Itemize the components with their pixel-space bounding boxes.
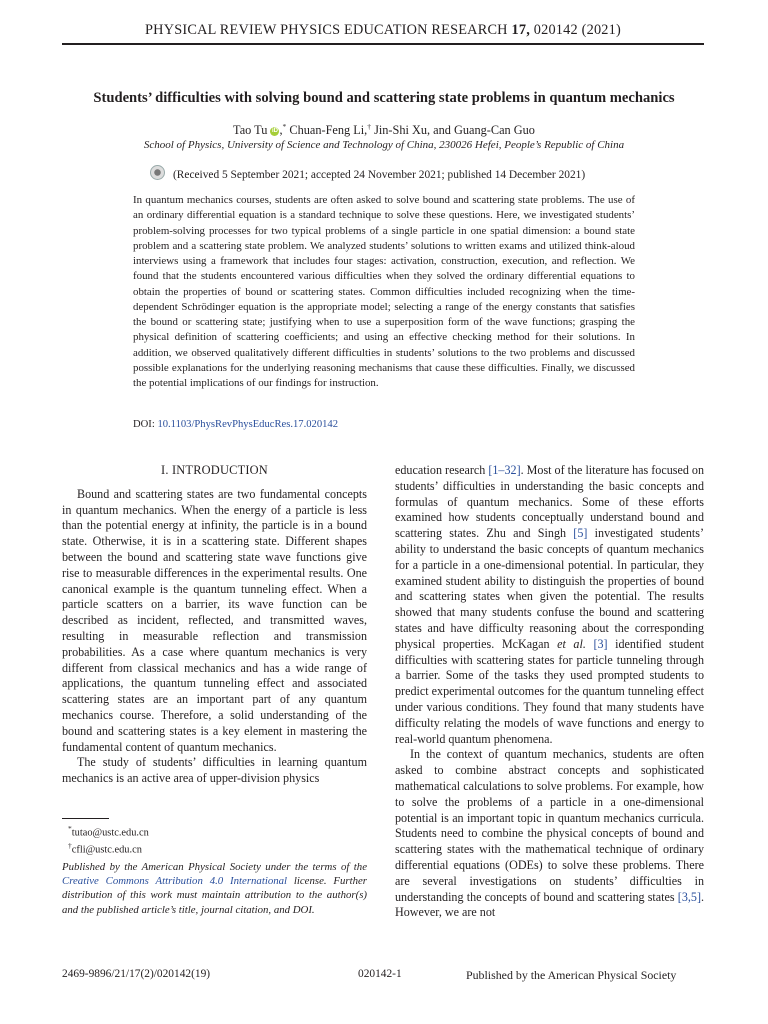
text-run: identified student difficulties with scattering states for particle tunneling through a barrier. Some of the tasks they used prompted students to predict experimental outcomes for the quantum tunneling effect under various conditions. They found that many students have difficulty relating the models of wave functions and energy to real-world quantum phenomena. — [395, 636, 704, 746]
received-dates — [150, 165, 650, 181]
text-run: investigated students’ ability to understand the basic concepts of quantum mechanics for a particle in a one-dimensional potential. In particular, they examined student ability to distinguish the properties of bound and scattering states when given the potential. The results showed that many students confuse the bound and scattering states and have difficulty reasoning about the corresponding physical properties. McKagan — [395, 526, 705, 651]
text-run: . Most of the literature has focused on students’ difficulties in understanding the basic concepts and formulas of quantum mechanics. Some of these efforts examined how students conceptually understand bound and scattering states. Zhu and Singh — [395, 463, 704, 541]
text-run: Published by the American Physical Society under the terms of the — [62, 861, 367, 873]
text-run: In the context of quantum mechanics, students are often asked to combine abstract concepts and sophisticated mathematical calculations to solve problems. For example, how to solve the problems of a particle in a one-dimensional potential is an important topic in quantum mechanics curricula. Students need to combine the physical concepts of bound and scattering states with the mathematical technique of ordinary differential equations (ODEs) to solve these problems. There are several investigations on students’ difficulties in understanding the concepts of bound and scattering states — [395, 747, 704, 904]
license-notice — [62, 860, 367, 917]
text-run: . However, we are not — [395, 889, 704, 920]
publisher-line: Published by the American Physical Society — [466, 968, 677, 982]
footnote-mark-2[interactable]: † — [367, 122, 371, 131]
journal-volume: 17, — [511, 22, 530, 38]
check-for-updates-icon[interactable] — [150, 165, 165, 180]
doi-link[interactable]: 10.1103/PhysRevPhysEducRes.17.020142 — [157, 419, 339, 430]
intro-paragraph-4 — [395, 747, 704, 921]
citation-link[interactable]: [5] — [573, 526, 588, 541]
article-number: 020142 (2021) — [533, 22, 621, 38]
section-heading: I. INTRODUCTION — [161, 463, 268, 477]
left-column — [62, 463, 367, 787]
intro-paragraph-1: Bound and scattering states are two fundamental concepts in quantum mechanics. When the energy of a particle is less than the potential energy at infinity, the particle is in a bound state. Otherwise, it is in a scattering state. Different shapes between the bound and scattering state wave functions give rise to measurable differences in the experimental results. One canonical example is the quantum tunneling effect. When a particle scatters on a barrier, its wave function can be described as incident, reflected, and transmitted waves, resulting in measurable reflection and transmission probabilities. As a case where quantum mechanics is very different from classical mechanics and has a wide range of applications, the quantum tunneling effect and associated scattering states are an important part of any quantum mechanics course. Therefore, a solid understanding of the bound and scattering states is a key element in mastering the fundamental content of quantum mechanics. — [62, 486, 367, 754]
author-list: Tao Tu iD ,* Chuan-Feng Li,† Jin-Shi Xu, and Guang-Can Guo — [233, 122, 535, 138]
citation-link[interactable]: [3] — [593, 636, 608, 651]
footnote-2 — [62, 839, 149, 856]
email-cfli[interactable]: cfli@ustc.edu.cn — [71, 844, 142, 856]
intro-paragraph-2: The study of students’ difficulties in learning quantum mechanics is an active area of upper-division physics — [62, 755, 367, 786]
author-chuan-feng-li[interactable]: Chuan-Feng Li, — [289, 123, 368, 138]
header-rule — [62, 43, 704, 45]
issn-code: 2469-9896/21/17(2)/020142(19) — [62, 968, 211, 980]
affiliation: School of Physics, University of Science and Technology of China, 230026 Hefei, People’s Republic of China — [143, 139, 625, 151]
paper-title: Students’ difficulties with solving bound and scattering state problems in quantum mechanics — [93, 90, 675, 106]
text-run: license. Further distribution of this work must maintain attribution to the author(s) and the published article’s title, journal citation, and DOI. — [62, 875, 368, 916]
footnote-symbol: † — [68, 841, 72, 851]
footnote-1 — [62, 822, 149, 839]
page-number: 020142-1 — [358, 968, 402, 980]
email-tutao[interactable]: tutao@ustc.edu.cn — [71, 827, 149, 839]
author-tao-tu[interactable]: Tao Tu — [233, 123, 268, 138]
license-link[interactable]: Creative Commons Attribution 4.0 International — [62, 875, 288, 888]
footnotes — [62, 822, 149, 857]
right-column — [395, 463, 704, 921]
footnote-rule — [62, 818, 109, 819]
doi — [133, 419, 338, 430]
received-text: (Received 5 September 2021; accepted 24 November 2021; published 14 December 2021) — [173, 169, 586, 181]
abstract: In quantum mechanics courses, students are often asked to solve bound and scattering state problems. The use of an ordinary differential equation is a standard technique to solve these questions. Here, we investigated students’ problem-solving processes for two typical problems of a single particle in one spatial dimension: a bound state problem and a scattering state problem. We analyzed students’ solutions to written exams and utilized think-aloud interviews using a framework that includes four stages: activation, construction, execution, and reflection. We found that the students encountered various difficulties when they solved the ordinary differential equations to obtain the properties of bound or scattering states. Common difficulties included recognizing when the time-dependent Schrödinger equation is the appropriate model; selecting a range of the energy constants that satisfies the bound or scattering state; justifying when to use a superposition form of the wave functions; grasping the physical definition of scattering coefficients; and using an effective checking method for their solutions. In addition, we observed qualitatively different difficulties in students’ solutions to the two problems and discussed possible explanations for the underlying reasoning mechanisms that cause these difficulties. Finally, we discussed the potential implications of our findings for instruction. — [133, 194, 635, 389]
journal-name: PHYSICAL REVIEW PHYSICS EDUCATION RESEARCH — [145, 22, 508, 38]
intro-paragraph-3 — [395, 463, 704, 747]
et-al: et al. — [557, 636, 586, 651]
citation-link[interactable]: [3,5] — [677, 889, 701, 904]
footnote-symbol: * — [68, 824, 72, 833]
author-others: Jin-Shi Xu, and Guang-Can Guo — [374, 123, 535, 138]
doi-label: DOI: — [133, 419, 155, 430]
text-run: education research — [395, 463, 486, 477]
running-header — [62, 22, 704, 39]
citation-link[interactable]: [1–32] — [488, 463, 521, 477]
orcid-icon[interactable]: iD — [271, 128, 278, 135]
footnote-mark-1[interactable]: * — [282, 122, 287, 131]
